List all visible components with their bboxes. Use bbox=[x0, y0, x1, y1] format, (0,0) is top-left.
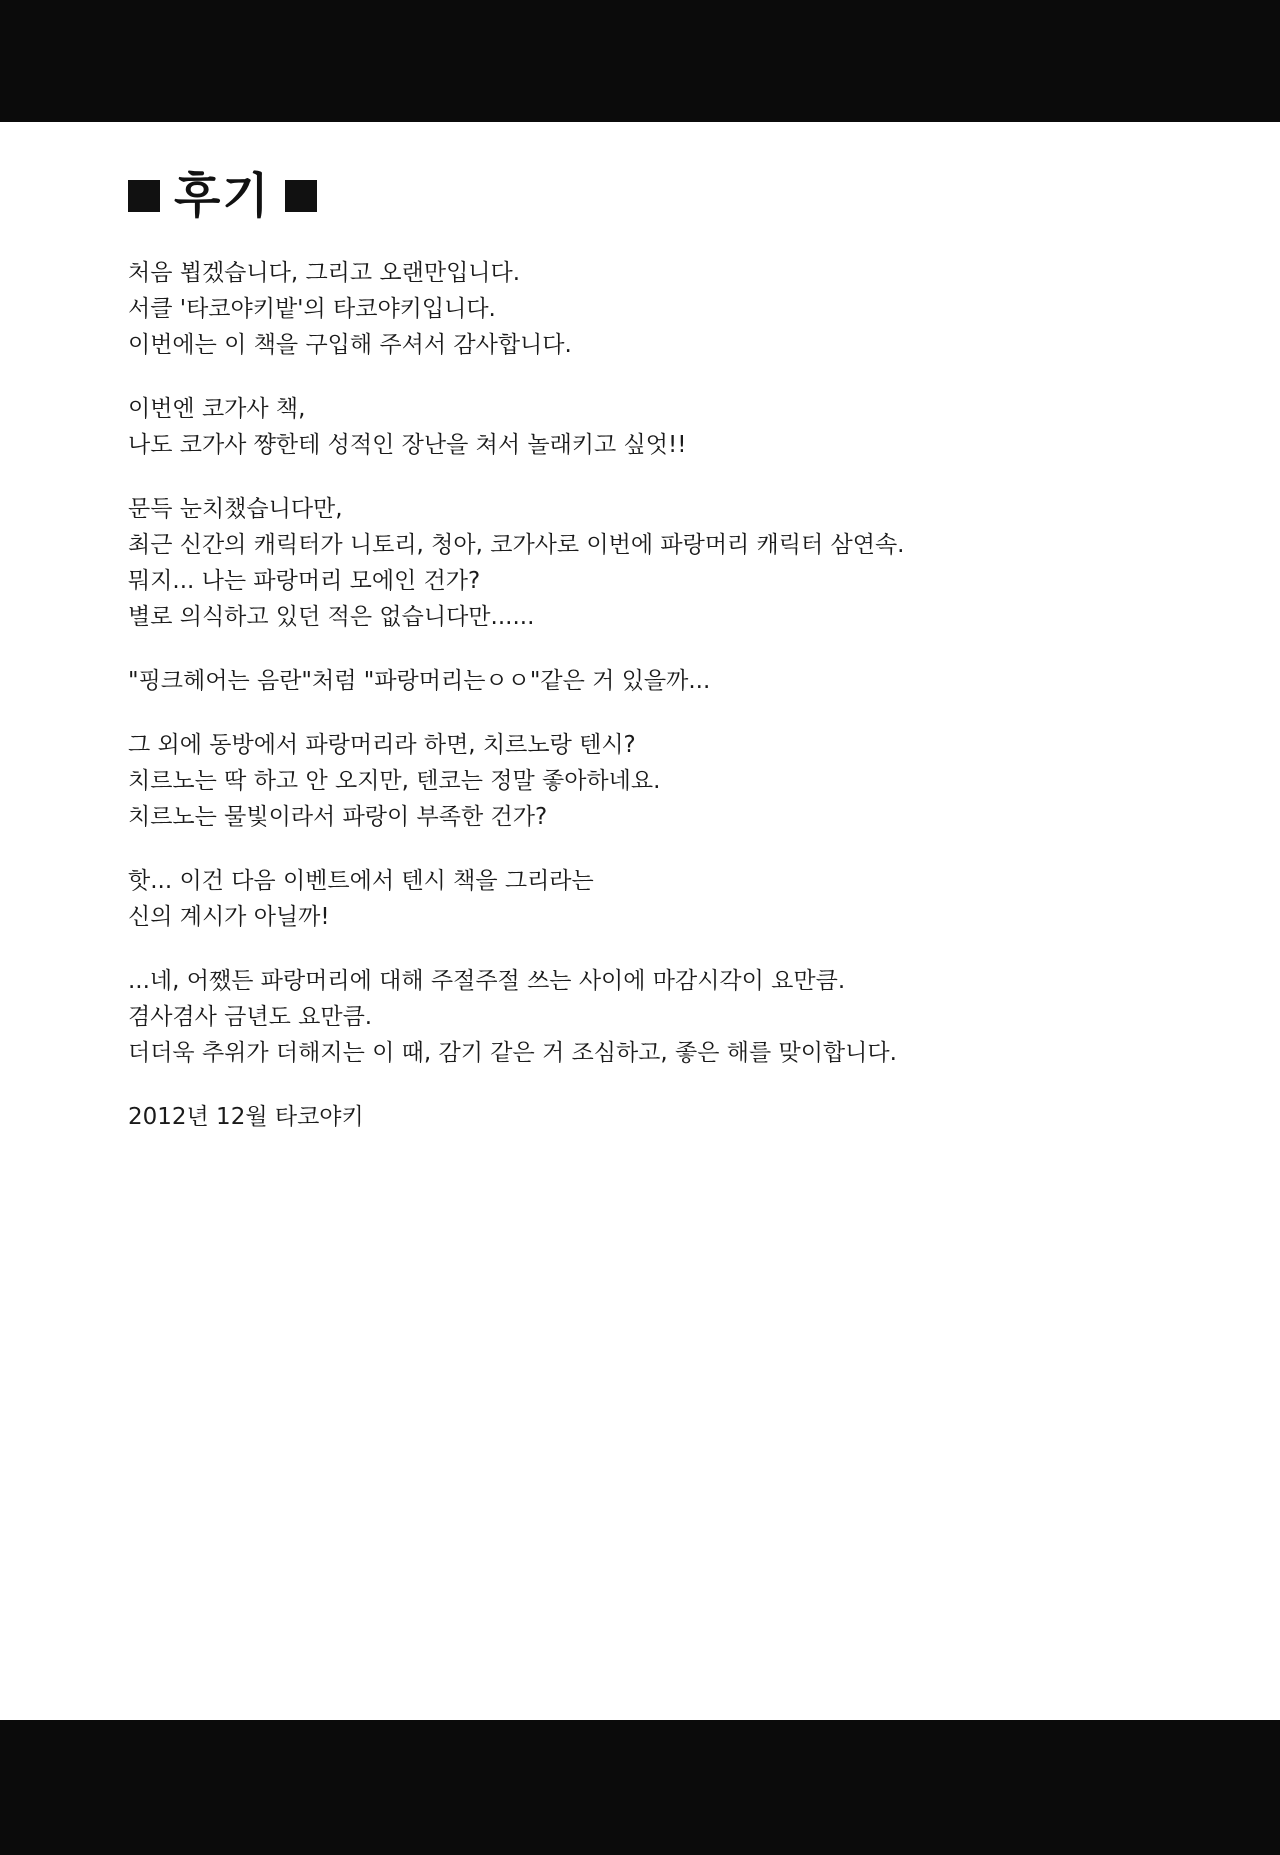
text-line: 문득 눈치챘습니다만, bbox=[128, 496, 343, 522]
square-bullet-icon bbox=[285, 180, 317, 212]
text-line: 서클 '타코야키밭'의 타코야키입니다. bbox=[128, 296, 496, 322]
paragraph-topic bbox=[128, 391, 1148, 463]
signature-date bbox=[128, 1099, 1148, 1135]
paragraph-touhou bbox=[128, 727, 1148, 835]
paragraph-blue-hair bbox=[128, 491, 1148, 635]
heading-title: 후기 bbox=[174, 168, 271, 224]
text-line: 핫... 이건 다음 이벤트에서 텐시 책을 그리라는 bbox=[128, 868, 594, 894]
text-line: 나도 코가사 쨩한테 성적인 장난을 쳐서 놀래키고 싶엇!! bbox=[128, 432, 687, 458]
text-line: 이번엔 코가사 책, bbox=[128, 396, 306, 422]
top-border-band bbox=[0, 0, 1280, 122]
text-line: 겸사겸사 금년도 요만큼. bbox=[128, 1004, 373, 1030]
text-line: 뭐지... 나는 파랑머리 모에인 건가? bbox=[128, 568, 481, 594]
square-bullet-icon bbox=[128, 180, 160, 212]
afterword-body bbox=[128, 255, 1148, 1135]
text-line: "핑크헤어는 음란"처럼 "파랑머리는ㅇㅇ"같은 거 있을까... bbox=[128, 668, 711, 694]
paragraph-next-event bbox=[128, 863, 1148, 935]
afterword-heading bbox=[128, 168, 317, 224]
text-line: 치르노는 물빛이라서 파랑이 부족한 건가? bbox=[128, 804, 548, 830]
text-line: 최근 신간의 캐릭터가 니토리, 청아, 코가사로 이번에 파랑머리 캐릭터 삼연속. bbox=[128, 532, 905, 558]
text-line: 이번에는 이 책을 구입해 주셔서 감사합니다. bbox=[128, 332, 572, 358]
text-line: ...네, 어쨌든 파랑머리에 대해 주절주절 쓰는 사이에 마감시각이 요만큼. bbox=[128, 968, 846, 994]
paragraph-greeting bbox=[128, 255, 1148, 363]
text-line: 2012년 12월 타코야키 bbox=[128, 1104, 364, 1130]
text-line: 신의 계시가 아닐까! bbox=[128, 904, 330, 930]
text-line: 더더욱 추위가 더해지는 이 때, 감기 같은 거 조심하고, 좋은 해를 맞이합니다. bbox=[128, 1040, 897, 1066]
text-line: 치르노는 딱 하고 안 오지만, 텐코는 정말 좋아하네요. bbox=[128, 768, 661, 794]
bottom-border-band bbox=[0, 1720, 1280, 1855]
text-line: 그 외에 동방에서 파랑머리라 하면, 치르노랑 텐시? bbox=[128, 732, 636, 758]
paragraph-closing bbox=[128, 963, 1148, 1071]
text-line: 별로 의식하고 있던 적은 없습니다만...... bbox=[128, 604, 535, 630]
paragraph-pink-hair bbox=[128, 663, 1148, 699]
text-line: 처음 뵙겠습니다, 그리고 오랜만입니다. bbox=[128, 260, 521, 286]
